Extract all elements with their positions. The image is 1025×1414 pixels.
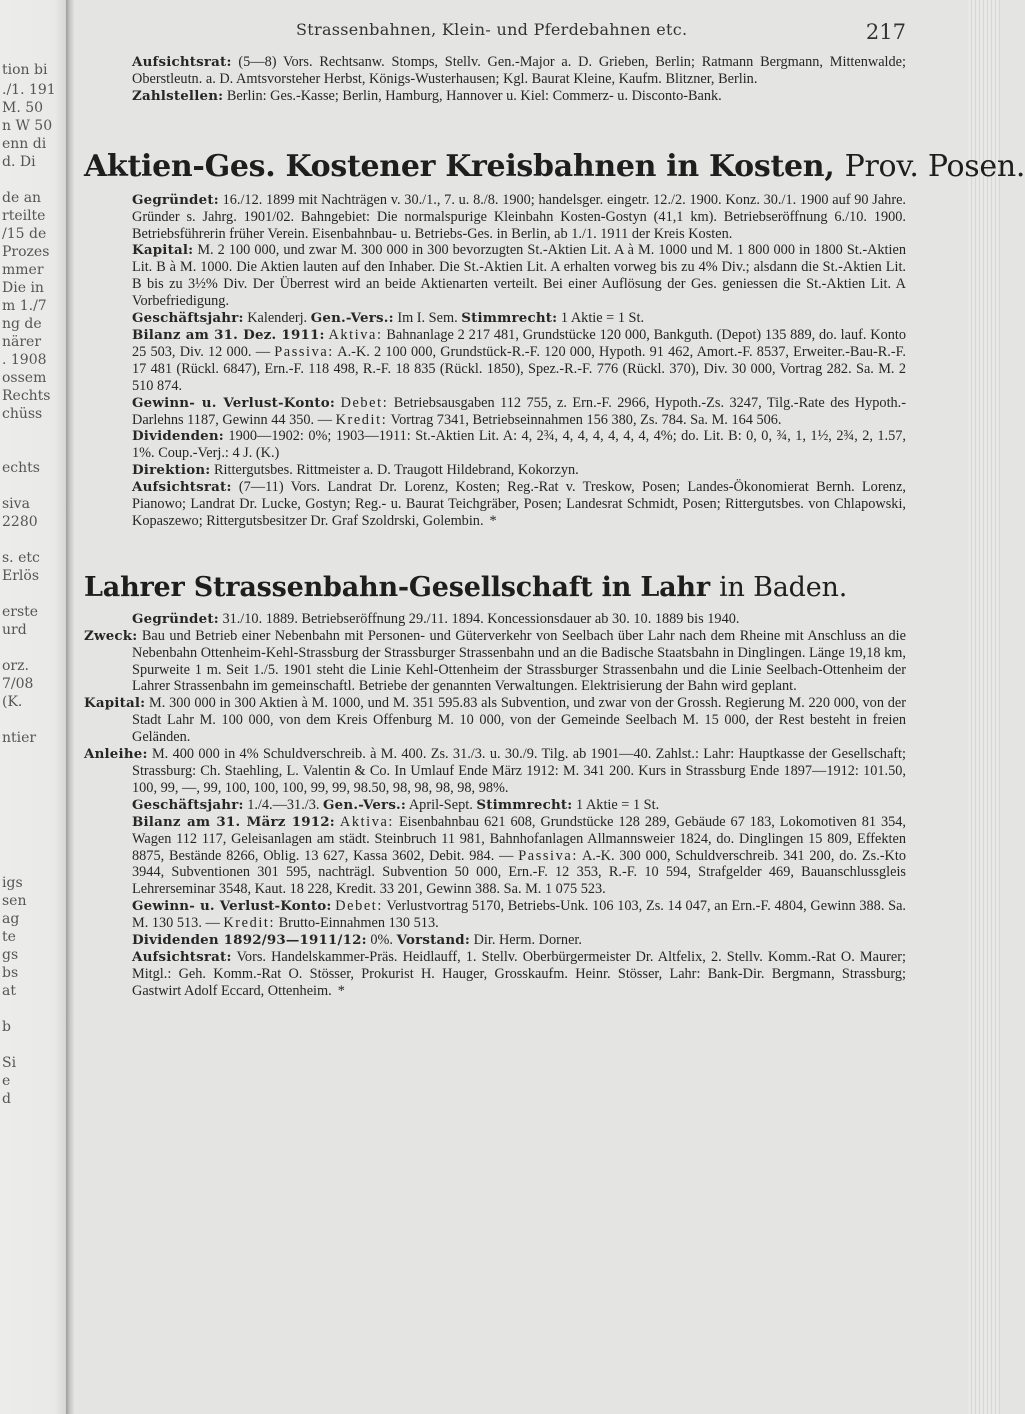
company-heading <box>84 572 906 603</box>
facing-page-fragment: de an <box>2 190 42 206</box>
field-text: Betriebsausgaben 112 755, z. Ern.-F. 2966, Hypoth.-Zs. 3247, Tilg.-Rate des Hypoth.-Darlehns 1187, Gewinn 44 350. — <box>132 394 907 428</box>
field-text: Bau und Betrieb einer Nebenbahn mit Personen- und Güterverkehr von Seelbach über Lahr nach dem Rheine mit Anschluss an die Nebenbahn Ottenheim-Kehl-Strassburg der Strassburger Strassenbahn und an die Badische Staatsbahn in Dinglingen. Länge 19,18 km, Spurweite 1 m. Seit 1./5. 1901 steht die Linie Kehl-Ottenheim der Strassburger Strassenbahn und die Linie Seelbach-Ottenheim der Lahrer Strassenbahn im gemeinschaftl. Betriebe der genannten Verwaltungen. Elektrisierung der Bahn wird geplant. <box>132 627 907 695</box>
top-zahlstellen <box>84 88 906 105</box>
field-text: 31./10. 1889. Betriebseröffnung 29./11. 1894. Koncessionsdauer ab 30. 10. 1889 bis 1940. <box>222 610 740 627</box>
guv-paragraph <box>84 898 906 932</box>
direktion-paragraph <box>84 462 906 479</box>
field-label: Vorstand: <box>396 932 470 949</box>
company-location: in Baden. <box>719 571 848 603</box>
facing-page-fragment: Rechts <box>2 388 51 404</box>
end-mark: * <box>489 512 497 529</box>
field-label: Kapital: <box>132 242 194 259</box>
facing-page-fragment: . 1908 <box>2 352 47 368</box>
running-head <box>84 14 906 54</box>
field-text: M. 300 000 in 300 Aktien à M. 1000, und M. 351 595.83 als Subvention, und zwar von der Grossh. Regierung M. 220 000, von der Stadt Lahr M. 100 000, von dem Kreis Offenburg M. 10 000, von der Gemeinde Seelbach M. 15 000, der Rest besteht in freien Geländen. <box>132 695 906 746</box>
passiva-label: Passiva: <box>274 343 334 360</box>
kredit-label: Kredit: <box>335 411 388 428</box>
field-label: Zahlstellen: <box>132 87 224 104</box>
field-label: Bilanz am 31. März 1912: <box>132 813 335 830</box>
company-name: Lahrer Strassenbahn-Gesellschaft in Lahr <box>84 571 710 603</box>
field-label: Stimmrecht: <box>476 796 573 813</box>
facing-page-fragment: echts <box>2 460 40 476</box>
field-text: 1900—1902: 0%; 1903—1911: St.-Aktien Lit. A: 4, 2¾, 4, 4, 4, 4, 4, 4, 4%; do. Lit. B: 0, 0, ¾, 1, 1½, 2¾, 2, 1.57, 1%. Coup.-Verj.: 4 J. (K.) <box>132 428 906 462</box>
top-aufsichtsrat <box>84 54 906 88</box>
field-text: M. 400 000 in 4% Schuldverschreib. à M. 400. Zs. 31./3. u. 30./9. Tilg. ab 1901—40. Zahlst.: Lahr: Hauptkasse der Gesellschaft; Strassburg: Ch. Staehling, L. Valentin & Co. In Umlauf Ende März 1912: M. 341 200. Kurs in Strassburg Ende 1897—1912: 101.50, 100, 99, —, 99, 100, 100, 100, 99, 99, 98.50, 98, 98, 98, 98, 98%. <box>132 746 906 796</box>
facing-page-fragment: s. etc <box>2 550 40 566</box>
field-text: 0%. <box>370 932 394 949</box>
anleihe-paragraph <box>84 746 906 797</box>
field-text: A.-K. 300 000, Schuldverschreib. 341 200, do. Zs.-Kto 3944, Subventionen 301 595, nachträgl. Subvention 50 000, Ern.-F. 12 353, R.-F. 10 594, Strafgelder 469, Bauanschlussgleis Lehrerseminar 3548, Kaut. 18 228, Kredit. 33 201, Gewinn 388. Sa. M. 1 075 523. <box>132 847 906 898</box>
facing-page-fragment: tion bi <box>2 62 48 78</box>
passiva-label: Passiva: <box>518 847 578 864</box>
facing-page-fragment: d. Di <box>2 154 36 170</box>
field-label: Aufsichtsrat: <box>132 54 232 70</box>
entry-kostener-kreisbahnen <box>84 148 1025 530</box>
book-page <box>84 14 1025 1000</box>
field-label: Dividenden: <box>132 428 224 445</box>
facing-page-fragment: igs <box>2 875 23 891</box>
geschaeftsjahr-paragraph <box>84 310 906 327</box>
field-label: Kapital: <box>84 695 146 712</box>
field-label: Direktion: <box>132 462 211 479</box>
facing-page-fragment: Si <box>2 1055 17 1071</box>
field-label: Gen.-Vers.: <box>310 310 394 327</box>
aktiva-label: Aktiva: <box>339 813 394 830</box>
field-text: 1 Aktie = 1 St. <box>560 310 645 327</box>
field-label: Geschäftsjahr: <box>132 796 244 813</box>
field-label: Gen.-Vers.: <box>323 796 407 813</box>
debet-label: Debet: <box>340 394 389 411</box>
facing-page-fragment: b <box>2 1019 11 1035</box>
kapital-paragraph <box>84 695 906 746</box>
field-label: Geschäftsjahr: <box>132 310 244 327</box>
debet-label: Debet: <box>335 898 383 915</box>
gegruendet-paragraph <box>84 611 906 628</box>
facing-page-fragment: enn di <box>2 136 47 152</box>
field-label: Aufsichtsrat: <box>132 479 232 496</box>
field-label: Zweck: <box>84 627 138 644</box>
geschaeftsjahr-paragraph <box>84 797 906 814</box>
page-edges <box>968 0 1000 1414</box>
entry-continued <box>84 54 906 105</box>
field-label: Bilanz am 31. Dez. 1911: <box>132 326 325 343</box>
field-text: Rittergutsbes. Rittmeister a. D. Traugott Hildebrand, Kokorzyn. <box>214 462 579 479</box>
facing-page-fragment: ag <box>2 911 20 927</box>
field-text: (7—11) Vors. Landrat Dr. Lorenz, Kosten; Reg.-Rat v. Treskow, Posen; Landes-Ökonomierat Bernh. Lorenz, Pianowo; Landrat Dr. Lucke, Gostyn; Reg.- u. Baurat Teichgräber, Posen; Landesrat Schmidt, Posen; Rittergutsbes. von Chlapowski, Kopaszewo; Rittergutsbesitzer Dr. Graf Szoldrski, Golembin. <box>132 479 906 529</box>
facing-page-fragment: m 1./7 <box>2 298 47 314</box>
facing-page-fragment: ossem <box>2 370 47 386</box>
facing-page-fragment: M. 50 <box>2 100 44 116</box>
field-label: Gegründet: <box>132 610 219 627</box>
facing-page-fragment: ntier <box>2 730 37 746</box>
field-label: Stimmrecht: <box>461 310 558 327</box>
facing-page-fragment: d <box>2 1091 11 1107</box>
facing-page-fragment: 7/08 <box>2 676 34 692</box>
facing-page-fragment: chüss <box>2 406 43 422</box>
facing-page-fragment: ./1. 191 <box>2 82 56 98</box>
company-name: Aktien-Ges. Kostener Kreisbahnen in Kosten, <box>84 148 835 184</box>
guv-paragraph <box>84 395 906 429</box>
book-gutter <box>66 0 74 1414</box>
page-number: 217 <box>865 20 906 44</box>
zweck-paragraph <box>84 628 906 696</box>
facing-page-fragment: orz. <box>2 658 29 674</box>
field-label: Dividenden 1892/93—1911/12: <box>132 932 367 949</box>
field-text: Dir. Herm. Dorner. <box>473 932 582 949</box>
facing-page-fragment: te <box>2 929 16 945</box>
facing-page-fragment: n W 50 <box>2 118 53 134</box>
field-text: 16./12. 1899 mit Nachträgen v. 30./1., 7. u. 8./8. 1900; handelsger. eingetr. 12./2. 1900. Konz. 30./1. 1900 auf 90 Jahre. Gründer s. Jahrg. 1901/02. Bahngebiet: Die normalspurige Kleinbahn Kosten-Gostyn (41,1 km). Betriebseröffnung 6./10. 1900. Betriebsführerin früher Verein. Eisenbahnbau- u. Betriebs-Ges. in Berlin, ab 1./1. 1911 der Kreis Kosten. <box>132 191 906 242</box>
facing-page-fragment: ng de <box>2 316 42 332</box>
facing-page-fragment: siva <box>2 496 30 512</box>
field-label: Gewinn- u. Verlust-Konto: <box>132 898 332 915</box>
facing-page-fragment: rteilte <box>2 208 46 224</box>
company-heading <box>84 148 1025 184</box>
facing-page-fragment: Erlös <box>2 568 40 584</box>
field-label: Gegründet: <box>132 191 219 208</box>
facing-page-fragment: at <box>2 983 16 999</box>
field-text: Bahnanlage 2 217 481, Grundstücke 120 000, Bankguth. (Depot) 135 889, do. lauf. Konto 25 503, Div. 12 000. — <box>132 326 907 360</box>
facing-page-fragment: erste <box>2 604 39 620</box>
entry-lahrer-strassenbahn <box>84 572 906 1000</box>
field-label: Aufsichtsrat: <box>132 948 232 965</box>
facing-page-fragment: gs <box>2 947 19 963</box>
facing-page-fragment: sen <box>2 893 27 909</box>
aufsichtsrat-paragraph <box>84 949 906 1000</box>
facing-page-fragment: bs <box>2 965 19 981</box>
aufsichtsrat-paragraph <box>84 479 906 530</box>
facing-page-edge <box>0 0 70 1414</box>
field-text: Im I. Sem. <box>397 310 458 327</box>
field-text: 1 Aktie = 1 St. <box>576 796 660 813</box>
bilanz-paragraph <box>84 814 906 899</box>
facing-page-fragment: (K. <box>2 694 23 710</box>
facing-page-fragment: /15 de <box>2 226 47 242</box>
field-text: 1./4.—31./3. <box>247 796 320 813</box>
field-text: Kalenderj. <box>247 310 308 327</box>
field-text: M. 2 100 000, und zwar M. 300 000 in 300 bevorzugten St.-Aktien Lit. A à M. 1000 und M. 1 800 000 in 1800 St.-Aktien Lit. B à M. 1000. Die Aktien lauten auf den Inhaber. Die St.-Aktien Lit. A erhalten vorweg bis zu 4% Div.; alsdann die St.-Aktien Lit. B bis zu 3½% Div. Der Überrest wird an beide Aktienarten verteilt. Bei einer Auflösung der Ges. geniessen die St.-Aktien Lit. A Vorbefriedigung. <box>132 242 906 310</box>
aktiva-label: Aktiva: <box>328 326 383 343</box>
facing-page-fragment: Die in <box>2 280 44 296</box>
field-text: (5—8) Vors. Rechtsanw. Stomps, Stellv. Gen.-Major a. D. Grieben, Berlin; Ratmann Bergmann, Mittenwalde; Oberstleutn. a. D. Amtsvorsteher Herbst, Königs-Wusterhausen; Kgl. Baurat Kleine, Kaufm. Blitzner, Berlin. <box>132 54 906 87</box>
dividenden-paragraph <box>84 932 906 949</box>
kredit-label: Kredit: <box>223 915 276 932</box>
facing-page-fragment: 2280 <box>2 514 38 530</box>
facing-page-fragment: mmer <box>2 262 44 278</box>
facing-page-fragment: e <box>2 1073 11 1089</box>
gegruendet-paragraph <box>84 192 906 243</box>
field-text: Vortrag 7341, Betriebseinnahmen 156 380, Zs. 784. Sa. M. 164 506. <box>390 411 782 428</box>
facing-page-fragment: Prozes <box>2 244 50 260</box>
company-location: Prov. Posen. <box>844 148 1025 184</box>
facing-page-fragment: närer <box>2 334 42 350</box>
kapital-paragraph <box>84 242 906 310</box>
facing-page-fragment: urd <box>2 622 27 638</box>
dividenden-paragraph <box>84 428 906 462</box>
end-mark: * <box>337 982 345 999</box>
field-text: Vors. Handelskammer-Präs. Heidlauff, 1. Stellv. Oberbürgermeister Dr. Altfelix, 2. Stellv. Komm.-Rat O. Maurer; Mitgl.: Geh. Komm.-Rat O. Stösser, Prokurist H. Hauger, Grosskaufm. Heinr. Stösser, Lahr: Bank-Dir. Bergmann, Strassburg; Gastwirt Adolf Eccard, Ottenheim. <box>132 948 906 999</box>
field-label: Gewinn- u. Verlust-Konto: <box>132 394 336 411</box>
field-text: Eisenbahnbau 621 608, Grundstücke 128 289, Gebäude 67 183, Lokomotiven 81 354, Wagen 112 117, Geleisanlagen am städt. Steinbruch 11 981, Bahnhofanlagen Allmannsweier 1824, do. Dinglingen 15 809, Effekten 8875, Bestände 8266, Oblig. 13 627, Kassa 3602, Debit. 984. — <box>132 813 906 864</box>
field-text: Berlin: Ges.-Kasse; Berlin, Hamburg, Hannover u. Kiel: Commerz- u. Disconto-Bank. <box>226 87 722 104</box>
running-head-title: Strassenbahnen, Klein- und Pferdebahnen etc. <box>296 20 688 39</box>
field-text: April-Sept. <box>408 796 473 813</box>
field-label: Anleihe: <box>84 746 148 763</box>
field-text: Verlustvortrag 5170, Betriebs-Unk. 106 103, Zs. 14 047, an Ern.-F. 4804, Gewinn 388. Sa. M. 130 513. — <box>132 898 906 932</box>
field-text: Brutto-Einnahmen 130 513. <box>278 915 439 932</box>
bilanz-paragraph <box>84 327 906 395</box>
field-text: A.-K. 2 100 000, Grundstück-R.-F. 120 000, Hypoth. 91 462, Amort.-F. 8537, Erweiter.-Bau-R.-F. 17 481 (Rückl. 6847), Ern.-F. 118 498, R.-F. 18 835 (Rückl. 1850), Spez.-R.-F. 776 (Rückl. 370), Div. 30 000, Vortrag 282. Sa. M. 2 510 874. <box>132 343 906 394</box>
